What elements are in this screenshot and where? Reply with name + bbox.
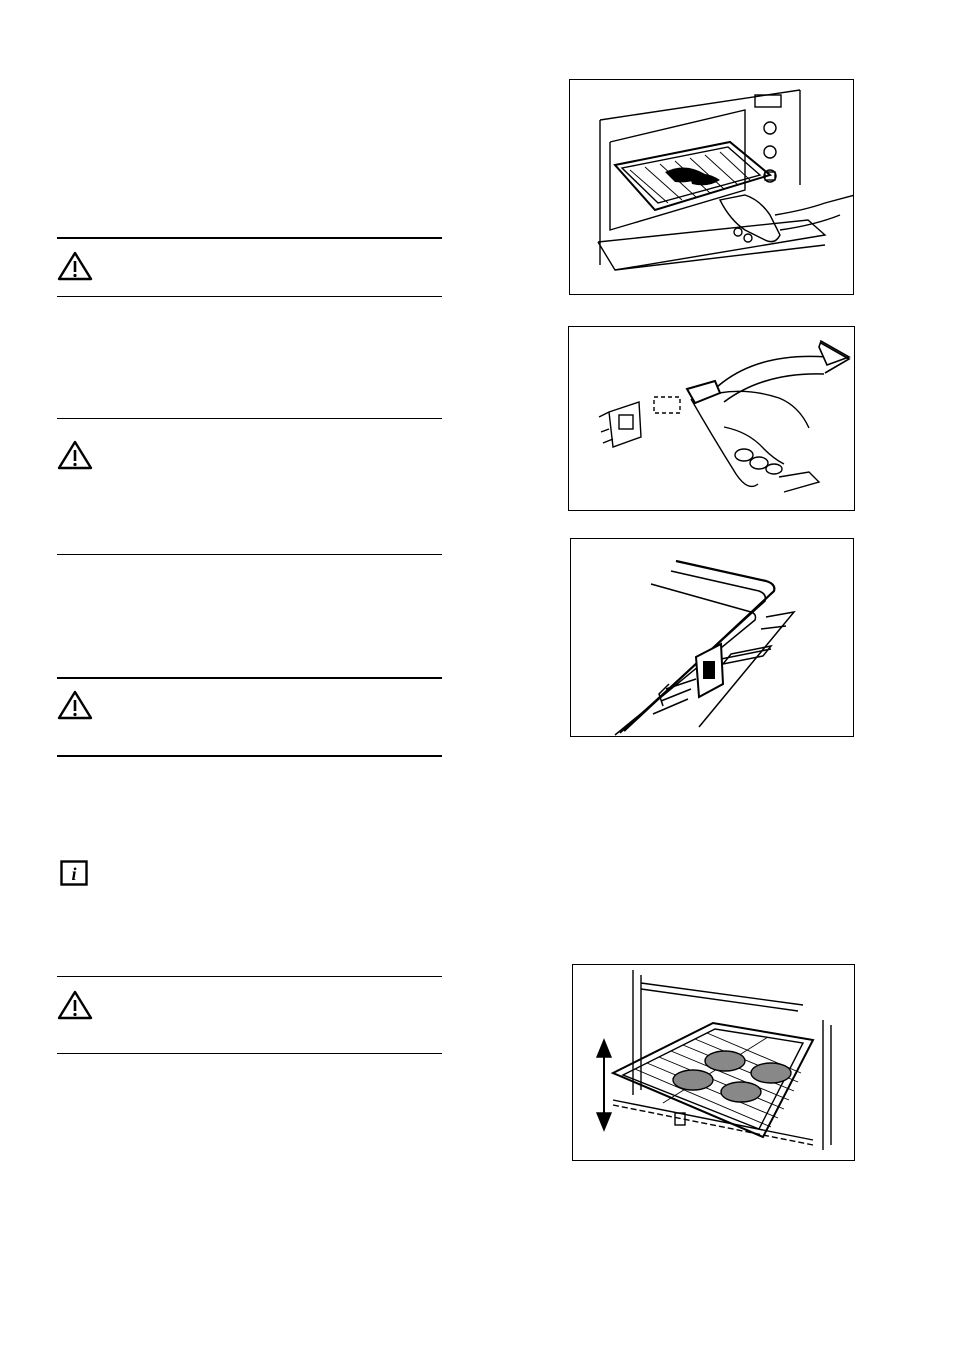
warning-triangle-icon	[57, 251, 93, 281]
warning-block-2-bottom-rule	[57, 554, 442, 555]
warning-block-1-top-rule	[57, 237, 442, 239]
warning-block-3-bottom-rule	[57, 755, 442, 757]
handle-attachment-figure	[570, 538, 854, 737]
warning-triangle-icon	[57, 440, 93, 470]
grill-pan-insertion-figure	[569, 79, 854, 295]
info-i-icon	[60, 860, 88, 886]
warning-triangle-icon	[57, 990, 93, 1020]
svg-text:i: i	[71, 864, 77, 884]
warning-block-1-bottom-rule	[57, 296, 442, 297]
shelf-position-figure	[572, 964, 855, 1161]
warning-triangle-icon	[57, 690, 93, 720]
warning-block-2-top-rule	[57, 418, 442, 419]
warning-block-4-top-rule	[57, 976, 442, 977]
handle-removal-figure	[568, 326, 855, 511]
warning-block-4-bottom-rule	[57, 1053, 442, 1054]
warning-block-3-top-rule	[57, 677, 442, 679]
